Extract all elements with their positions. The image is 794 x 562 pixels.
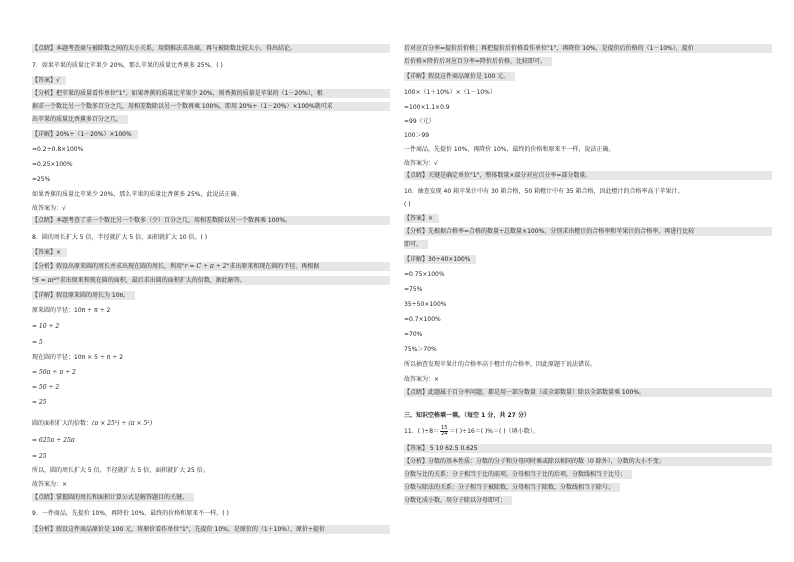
analysis-text: ": [32, 277, 35, 284]
analysis-line: 【分析】假设这件商品原价是 100 元，将原价看作单位"1"，先提价 10%，是原价的（1＋10%），原价÷提价: [32, 525, 390, 534]
comment-line: 【点睛】本题考查了求一个数比另一个数多（少）百分之几，用相差数除以另一个数再乘 100%。: [32, 216, 390, 225]
calc-line: = 25: [32, 399, 47, 406]
ratio-formula: (π × 25²) ÷ (π × 5²): [92, 420, 153, 427]
question-text: 11．( )÷8＝: [404, 428, 440, 435]
analysis-line: 分数与除法的关系：分子相当于被除数，分母相当于除数，分数线相当于除号；: [404, 483, 620, 492]
calc-line: = 5: [32, 339, 43, 346]
fraction-denominator: 24: [441, 431, 448, 437]
answer-values: 【答案】 5 10 62.5 0.625: [404, 444, 772, 453]
analysis-line: 【分析】分数的基本性质：分数的分子和分母同时乘或除以相同的数（0 除外），分数的大小不变；: [404, 457, 772, 466]
calc-line: [32, 419, 152, 428]
answer-line: 故答案为：×: [404, 376, 440, 383]
analysis-line: 据求一个数比另一个数多百分之几，用相差数除以另一个数再乘 100%，即用 20%÷（1－20%）×100%就可求: [32, 102, 390, 111]
calc-line: =70%: [404, 331, 423, 338]
calc-line: 原来圆的半径：10π ÷ π ÷ 2: [32, 307, 111, 314]
calc-line: 现在圆的半径：10π × 5 ÷ π ÷ 2: [32, 354, 124, 361]
calc-line: =0.2÷0.8×100%: [32, 146, 84, 153]
area-formula: S = πr²: [34, 277, 57, 284]
answer-line: 故答案为：×: [32, 481, 68, 488]
conclusion-line: 一件商品，先提价 10%，再降价 10%，最终的价格和原来不一样，说法正确。: [404, 146, 615, 153]
conclusion-line: 如果香蕉的质量比苹果少 20%，那么苹果的质量比香蕉多 25%，此说法正确。: [32, 191, 243, 198]
analysis-text: 【分析】假设出原来圆的周长并求出现在圆的周长，利用": [32, 263, 185, 270]
question-11: [404, 426, 539, 438]
fraction-numerator: 15: [441, 425, 448, 431]
analysis-line: 出苹果的质量比香蕉多百分之几。: [32, 115, 128, 124]
comment-line: 【点睛】此题属于百分率问题，都是用一部分数量（或全部数量）除以全部数量乘 100%。: [404, 388, 772, 397]
calc-line: = 25: [32, 453, 47, 460]
question-text: ＝( )÷16＝( )%＝( )（填小数）。: [449, 428, 539, 435]
calc-line: =100×1.1×0.9: [404, 104, 450, 111]
calc-line: = 10 ÷ 2: [32, 323, 60, 330]
calc-line: = 50π ÷ π ÷ 2: [32, 369, 76, 376]
question-10: 10．抽查发现 40 箱苹果汁中有 30 箱合格，50 箱橙汁中有 35 箱合格，因此橙汁的合格率高于苹果汁。: [404, 188, 684, 195]
analysis-line: 【分析】把苹果的质量看作单位"1"，如果香蕉的质量比苹果少 20%，则香蕉的质量是苹果的（1－20%），根: [32, 89, 390, 98]
answer-blank: ( ): [404, 201, 411, 208]
calc-line: =0.7×100%: [404, 316, 441, 323]
detail-line: 【详解】20%÷（1－20%）×100%: [32, 130, 138, 139]
text-line: 【点睛】本题考查商与被除数之间的大小关系，用倒推法求出商，再与被除数比较大小，得出结论。: [32, 44, 390, 53]
analysis-text: "求出原来和现在圆的面积，最后求出圆的面积扩大的倍数，据此解答。: [56, 277, 246, 284]
comment-line: 【点睛】关键是确定单位"1"，整体数量×部分对应百分率=部分数量。: [404, 171, 772, 180]
calc-line: 75%＞70%: [404, 346, 437, 353]
analysis-line: 分数与比的关系：分子相当于比的前项，分母相当于比的后项，分数线相当于比号；: [404, 470, 632, 479]
answer-label: 【答案】×: [404, 214, 439, 223]
analysis-line: 后价格×降价后对应百分率=降价后价格，比较即可。: [404, 57, 552, 66]
detail-line: 【详解】假设原来圆的周长为 10π。: [32, 291, 135, 300]
calc-label: 圆的面积扩大的倍数：: [32, 420, 93, 427]
calc-line: =99（元）: [404, 118, 435, 125]
section-heading: 三、知识空格填一填。（每空 1 分，共 27 分）: [404, 412, 530, 419]
analysis-line: 分数化成小数，用分子除以分母即可；: [404, 496, 512, 505]
detail-line: 【详解】30÷40×100%: [404, 255, 476, 264]
question-8: 8．圆的周长扩大 5 倍，半径就扩大 5 倍，面积就扩大 10 倍。( ): [32, 234, 208, 241]
radius-formula: r = C ÷ π ÷ 2: [184, 263, 227, 270]
calc-line: 35÷50×100%: [404, 301, 447, 308]
answer-label: 【答案】×: [32, 248, 67, 257]
calc-line: =75%: [404, 286, 423, 293]
conclusion-line: 所以抽查发现苹果汁的合格率高于橙汁的合格率，因此原题干说法错误。: [404, 361, 597, 368]
calc-line: =25%: [32, 176, 51, 183]
analysis-line: 【分析】先根据合格率=合格的数量÷总数量×100%，分别求出橙汁的合格率和苹果汁的合格率，再进行比较: [404, 227, 772, 236]
analysis-line: [32, 276, 390, 285]
analysis-line: 后对应百分率=提价后价格；再把提价后价格看作单位"1"，再降价 10%，是提价后价格的（1－10%），提价: [404, 44, 772, 53]
question-7: 7．如果苹果的质量比苹果少 20%，那么苹果的质量比香蕉多 25%。( ): [32, 62, 223, 69]
calc-line: =0.75×100%: [404, 271, 445, 278]
conclusion-line: 所以，圆的周长扩大 5 倍，半径就扩大 5 倍，面积就扩大 25 倍。: [32, 467, 209, 474]
answer-line: 故答案为：√: [32, 205, 66, 212]
answer-line: 故答案为：√: [404, 160, 438, 167]
analysis-line: 即可。: [404, 240, 428, 249]
calc-line: = 50 ÷ 2: [32, 384, 60, 391]
answer-label: 【答案】√: [32, 76, 66, 85]
comment-line: 【点睛】掌握圆的周长和面积计算公式是解答题目的关键。: [32, 493, 194, 502]
calc-line: 100×（1＋10%）×（1－10%）: [404, 89, 496, 96]
question-9: 9．一件商品，先提价 10%，再降价 10%，最终的价格和原来不一样。( ): [32, 510, 229, 517]
calc-line: =0.25×100%: [32, 161, 73, 168]
analysis-text: "求出原来和现在圆的半径，再根据: [226, 263, 320, 270]
detail-line: 【详解】假设这件商品原价是 100 元。: [404, 72, 515, 81]
fraction: [440, 426, 448, 437]
calc-line: = 625π ÷ 25π: [32, 437, 75, 444]
analysis-line: [32, 262, 390, 271]
calc-line: 100＞99: [404, 132, 430, 139]
